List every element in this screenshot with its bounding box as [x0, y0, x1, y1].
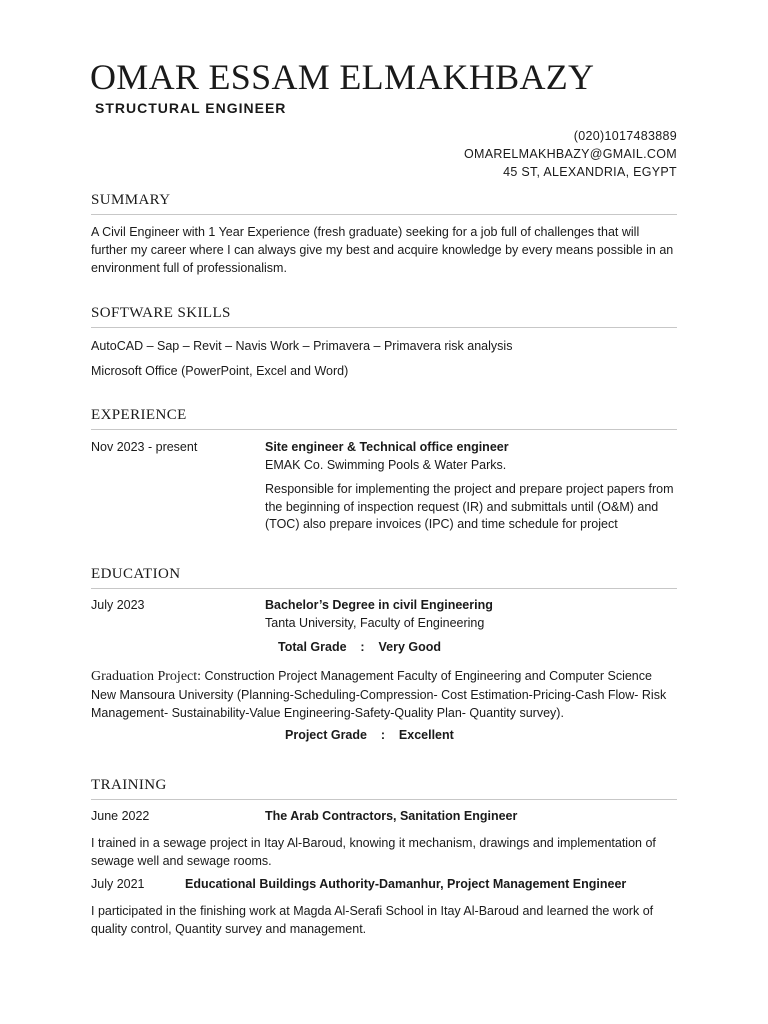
- phone-number: (020)1017483889: [573, 129, 677, 143]
- education-degree: Bachelor’s Degree in civil Engineering: [265, 598, 493, 612]
- experience-role: Site engineer & Technical office engineer: [265, 440, 509, 454]
- total-grade: Total Grade : Very Good: [278, 640, 441, 654]
- experience-company: EMAK Co. Swimming Pools & Water Parks.: [265, 457, 507, 472]
- experience-date: Nov 2023 - present: [91, 440, 198, 454]
- summary-heading: SUMMARY: [91, 192, 677, 215]
- training-1-title: The Arab Contractors, Sanitation Engineer: [265, 809, 518, 823]
- summary-text: A Civil Engineer with 1 Year Experience (fresh graduate) seeking for a job full of challenges that will further my career where I can always give my best and acquire knowledge by every means possible in an environment full of professionalism.: [91, 225, 674, 275]
- training-heading: TRAINING: [91, 777, 677, 800]
- skills-line-1: AutoCAD – Sap – Revit – Navis Work – Primavera – Primavera risk analysis: [91, 339, 513, 353]
- training-1-date: June 2022: [91, 809, 150, 823]
- postal-address: 45 ST, ALEXANDRIA, EGYPT: [503, 165, 677, 179]
- skills-heading: SOFTWARE SKILLS: [91, 305, 677, 328]
- education-heading: EDUCATION: [91, 566, 677, 589]
- education-entry: [265, 597, 677, 632]
- experience-entry: [265, 439, 677, 534]
- graduation-project-text: Construction Project Management Faculty of Engineering and Computer Science New Mansoura University (Planning-Scheduling-Compression- Cost Estimation-Pricing-Cash Flow- Risk Management- Sustainability-Value Engineering-Safety-Quality Plan- Quantity survey).: [91, 669, 667, 720]
- candidate-name: OMAR ESSAM ELMAKHBAZY: [90, 57, 595, 97]
- experience-description: Responsible for implementing the project and prepare project papers from the beginning of inspection request (IR) and submittals until (O&M) and (TOC) also prepare invoices (IPC) and time schedule for project: [265, 482, 674, 531]
- skills-line-2: Microsoft Office (PowerPoint, Excel and Word): [91, 364, 349, 378]
- training-2-text: I participated in the finishing work at Magda Al-Serafi School in Itay Al-Baroud and learned the work of quality control, Quantity survey and management.: [91, 904, 654, 936]
- job-title: STRUCTURAL ENGINEER: [95, 100, 287, 116]
- graduation-project-label: Graduation Project:: [91, 669, 202, 684]
- training-1-text: I trained in a sewage project in Itay Al-Baroud, knowing it mechanism, drawings and implementation of sewage well and sewage rooms.: [91, 836, 656, 868]
- education-date: July 2023: [91, 598, 145, 612]
- contact-block: [464, 127, 677, 181]
- experience-heading: EXPERIENCE: [91, 407, 677, 430]
- education-school: Tanta University, Faculty of Engineering: [265, 615, 485, 630]
- training-2-date: July 2021: [91, 877, 145, 891]
- project-grade: Project Grade : Excellent: [285, 728, 454, 742]
- training-2-title: Educational Buildings Authority-Damanhur, Project Management Engineer: [185, 877, 627, 891]
- graduation-project: [91, 667, 677, 722]
- email-address: OMARELMAKHBAZY@GMAIL.COM: [464, 147, 677, 161]
